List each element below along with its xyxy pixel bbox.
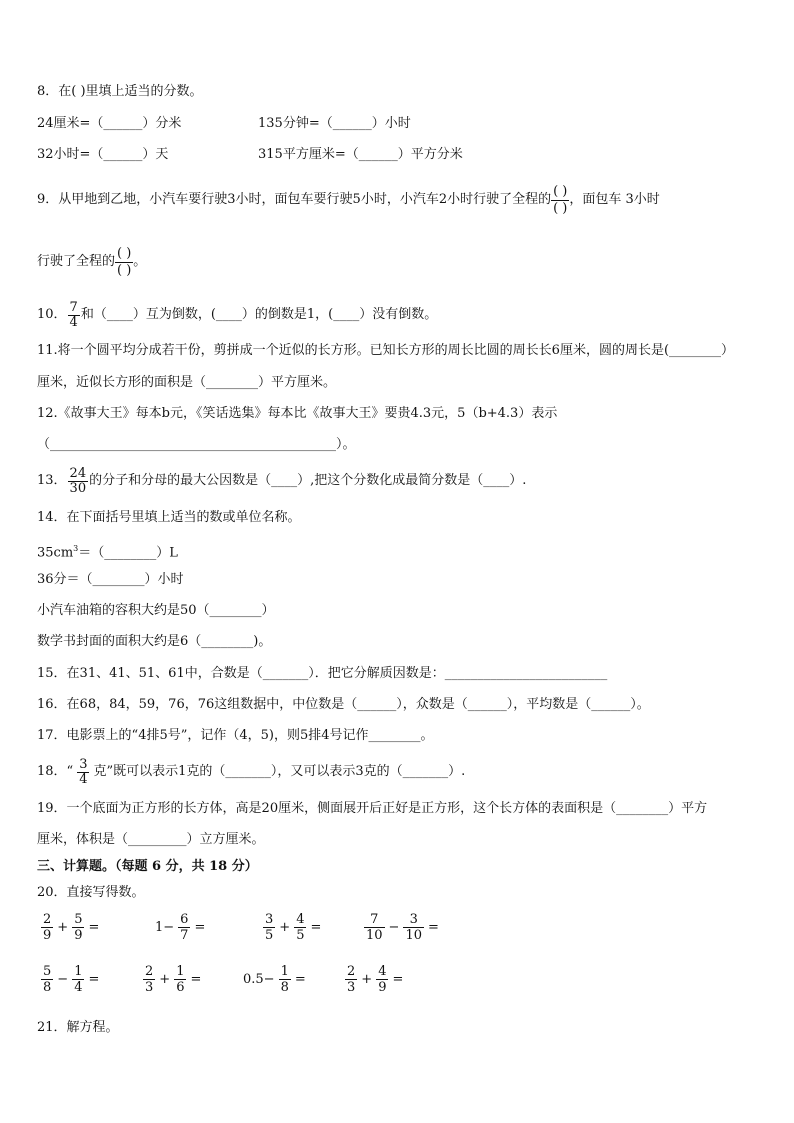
q14-title: 14．在下面括号里填上适当的数或单位名称。 <box>37 510 301 525</box>
q20-title: 20．直接写得数。 <box>37 885 145 900</box>
q20-expression <box>363 912 442 943</box>
q14-a-sup: 3 <box>73 544 79 553</box>
q10-fraction <box>68 301 80 330</box>
q20-denominator: 3 <box>145 980 154 995</box>
q20-operator: + <box>159 972 171 987</box>
q11-line1: 11.将一个圆平均分成若干份，剪拼成一个近似的长方形。已知长方形的周长比圆的周长长6厘米，圆的周长是(________） <box>37 343 735 358</box>
q20-denominator: 10 <box>405 928 422 943</box>
q20-fraction <box>72 964 84 995</box>
q21-title: 21．解方程。 <box>37 1020 119 1035</box>
q18-numerator: 3 <box>79 756 88 772</box>
q20-denominator: 5 <box>296 928 305 943</box>
q20-denominator: 4 <box>74 980 83 995</box>
q13-fraction <box>68 467 89 496</box>
q10-text: 和（____）互为倒数，(____）的倒数是1，(____）没有倒数。 <box>80 307 438 322</box>
q20-numerator: 5 <box>43 964 52 979</box>
q13-numerator: 24 <box>69 465 87 481</box>
q20-operator: + <box>361 972 373 987</box>
q13-prefix: 13． <box>37 473 67 488</box>
q14-item-c: 小汽车油箱的容积大约是50（________） <box>37 603 275 618</box>
q20-numerator: 5 <box>74 912 83 927</box>
q9-blank-fraction-2 <box>115 246 133 279</box>
q20-fraction <box>345 964 357 995</box>
q13-denominator: 30 <box>69 480 87 496</box>
q20-numerator: 3 <box>403 912 424 928</box>
q20-denominator: 6 <box>176 980 185 995</box>
section-heading-calculation: 三、计算题。（每题 6 分，共 18 分） <box>37 859 258 874</box>
q20-numerator: 2 <box>145 964 154 979</box>
q18-fraction <box>77 758 89 787</box>
q20-fraction <box>263 912 275 943</box>
q20-expression <box>40 912 102 943</box>
q14-a-pre: 35cm <box>37 545 74 561</box>
q12-line2: （____________________________________________）。 <box>37 437 356 452</box>
q14-a-post: ＝（________）L <box>78 545 178 561</box>
q20-denominator: 8 <box>280 980 289 995</box>
q11-line2: 厘米，近似长方形的面积是（________）平方厘米。 <box>37 375 337 390</box>
q20-fraction <box>41 912 53 943</box>
q9-text-4: 。 <box>133 254 147 269</box>
q20-operator: = <box>88 972 100 987</box>
q20-numerator: 7 <box>364 912 385 928</box>
q9-blank-numerator: ( ) <box>117 245 132 261</box>
q20-operator: = <box>190 972 202 987</box>
q20-operator: = <box>310 920 322 935</box>
q20-expression <box>262 912 324 943</box>
q20-operator: 0.5− <box>243 972 275 987</box>
q20-operator: − <box>388 920 400 935</box>
q10-numerator: 7 <box>69 299 78 315</box>
q20-fraction <box>279 964 291 995</box>
q20-expression <box>152 912 208 943</box>
q19-line1: 19．一个底面为正方形的长方体，高是20厘米，侧面展开后正好是正方形，这个长方体的表面积是（________）平方 <box>37 801 708 816</box>
q20-expression <box>142 964 204 995</box>
q9-blank-fraction-1 <box>551 184 569 217</box>
q20-numerator: 6 <box>180 912 189 927</box>
q20-numerator: 2 <box>43 912 52 927</box>
q20-operator: = <box>294 972 306 987</box>
q20-denominator: 3 <box>347 980 356 995</box>
q10-line <box>37 298 437 332</box>
q15-line: 15．在31、41、51、61中，合数是（_______）．把它分解质因数是：_________________________ <box>37 666 608 681</box>
q13-text: 的分子和分母的最大公因数是（____）,把这个分数化成最简分数是（____）. <box>89 473 527 488</box>
q20-fraction <box>294 912 306 943</box>
q18-line <box>37 752 465 792</box>
q20-denominator: 9 <box>74 928 83 943</box>
q9-line1 <box>37 180 660 220</box>
q20-numerator: 3 <box>265 912 274 927</box>
q14-item-d: 数学书封面的面积大约是6（________)。 <box>37 634 272 649</box>
q20-fraction <box>41 964 53 995</box>
q8-title: 8．在( )里填上适当的分数。 <box>37 84 203 99</box>
q20-fraction <box>174 964 186 995</box>
q20-expression <box>344 964 406 995</box>
q8-item-a: 24厘米=（______）分米 <box>37 116 182 131</box>
q8-item-c: 32小时=（______）天 <box>37 147 169 162</box>
q8-item-d: 315平方厘米=（______）平方分米 <box>258 147 463 162</box>
q20-numerator: 1 <box>74 964 83 979</box>
q9-blank-denominator: ( ) <box>553 200 568 216</box>
q9-blank-numerator: ( ) <box>553 183 568 199</box>
q19-line2: 厘米，体积是（_________）立方厘米。 <box>37 832 265 847</box>
q14-item-a <box>37 541 178 561</box>
q18-denominator: 4 <box>79 771 88 787</box>
q20-denominator: 9 <box>43 928 52 943</box>
q20-expression <box>40 964 102 995</box>
q20-operator: = <box>428 920 439 935</box>
q20-numerator: 1 <box>176 964 185 979</box>
q8-item-b: 135分钟=（______）小时 <box>258 116 411 131</box>
q20-numerator: 4 <box>378 964 387 979</box>
q20-numerator: 2 <box>347 964 356 979</box>
q13-line <box>37 462 526 500</box>
q20-operator: − <box>57 972 69 987</box>
q20-denominator: 7 <box>180 928 189 943</box>
q18-post: 克”既可以表示1克的（_______），又可以表示3克的（_______）. <box>93 764 466 779</box>
q20-numerator: 1 <box>280 964 289 979</box>
q20-operator: + <box>279 920 291 935</box>
q20-operator: + <box>57 920 69 935</box>
q20-operator: = <box>194 920 206 935</box>
q12-line1: 12.《故事大王》每本b元，《笑话选集》每本比《故事大王》要贵4.3元，5（b+4.3）表示 <box>37 406 558 421</box>
q10-denominator: 4 <box>69 314 78 330</box>
q9-text-3: 行驶了全程的 <box>37 254 116 269</box>
q14-item-b: 36分＝（________）小时 <box>37 572 184 587</box>
q20-fraction <box>143 964 155 995</box>
q20-denominator: 8 <box>43 980 52 995</box>
q9-text-1: 9．从甲地到乙地，小汽车要行驶3小时，面包车要行驶5小时，小汽车2小时行驶了全程的 <box>37 192 552 207</box>
q9-blank-denominator: ( ) <box>117 262 132 278</box>
q20-operator: = <box>88 920 100 935</box>
q20-numerator: 4 <box>296 912 305 927</box>
q20-denominator: 9 <box>378 980 387 995</box>
q20-expression <box>240 964 309 995</box>
q18-pre: 18．“ <box>37 764 74 779</box>
q20-fraction <box>178 912 190 943</box>
q16-line: 16．在68，84，59，76，76这组数据中，中位数是（______），众数是（______），平均数是（______）。 <box>37 697 650 712</box>
q20-fraction <box>364 912 385 943</box>
q20-operator: 1− <box>155 920 175 935</box>
q20-fraction <box>376 964 388 995</box>
q20-fraction <box>72 912 84 943</box>
q20-operator: = <box>392 972 404 987</box>
q9-text-2: ，面包车 3小时 <box>569 192 660 207</box>
q10-prefix: 10． <box>37 307 67 322</box>
q20-denominator: 5 <box>265 928 274 943</box>
q20-denominator: 10 <box>366 928 383 943</box>
q9-line2 <box>37 242 146 282</box>
q17-line: 17．电影票上的“4排5号”，记作（4，5)，则5排4号记作________。 <box>37 728 434 743</box>
q20-fraction <box>403 912 424 943</box>
